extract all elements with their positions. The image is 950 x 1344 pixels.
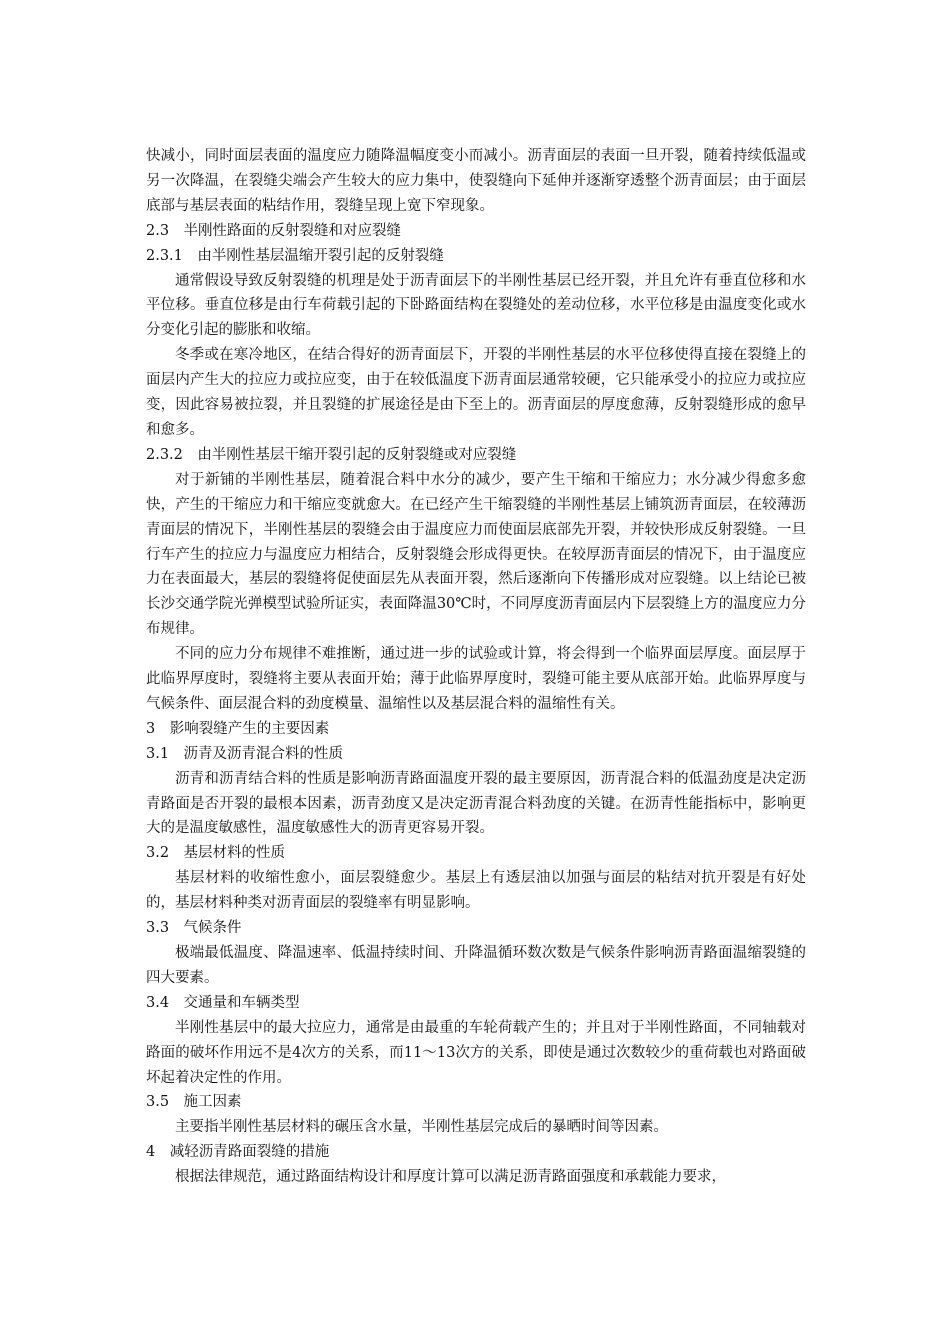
paragraph: 半刚性基层中的最大拉应力，通常是由最重的车轮荷载产生的；并且对于半刚性路面，不同轴载对路面的破坏作用远不是4次方的关系，而11～13次方的关系，即使是通过次数较少的重荷载也对路面破坏起着决定性的作用。	[146, 1019, 806, 1086]
subsection-heading: 2.3.1 由半刚性基层温缩开裂引起的反射裂缝	[146, 247, 444, 264]
paragraph: 快减小，同时面层表面的温度应力随降温幅度变小而减小。沥青面层的表面一旦开裂，随着持续低温或另一次降温，在裂缝尖端会产生较大的应力集中，使裂缝向下延伸并逐渐穿透整个沥青面层；由于面层底部与基层表面的粘结作用，裂缝呈现上宽下窄现象。	[146, 148, 806, 214]
section-heading: 3 影响裂缝产生的主要因素	[146, 720, 330, 737]
subsection-heading: 3.1 沥青及沥青混合料的性质	[146, 745, 344, 762]
paragraph: 冬季或在寒冷地区，在结合得好的沥青面层下，开裂的半刚性基层的水平位移使得直接在裂缝上的面层内产生大的拉应力或拉应变，由于在较低温度下沥青面层通常较硬，它只能承受小的拉应力或拉应变，因此容易被拉裂，并且裂缝的扩展途径是由下至上的。沥青面层的厚度愈薄，反射裂缝形成的愈早和愈多。	[146, 347, 806, 438]
paragraph: 极端最低温度、降温速率、低温持续时间、升降温循环数次数是气候条件影响沥青路面温缩裂缝的四大要素。	[146, 945, 806, 986]
paragraph: 沥青和沥青结合料的性质是影响沥青路面温度开裂的最主要原因，沥青混合料的低温劲度是决定沥青路面是否开裂的最根本因素，沥青劲度又是决定沥青混合料劲度的关键。在沥青性能指标中，影响更大的是温度敏感性，温度敏感性大的沥青更容易开裂。	[146, 770, 806, 837]
subsection-heading: 3.3 气候条件	[146, 920, 242, 937]
paragraph: 主要指半刚性基层材料的碾压含水量，半刚性基层完成后的暴晒时间等因素。	[175, 1119, 668, 1136]
subsection-heading: 2.3.2 由半刚性基层干缩开裂引起的反射裂缝或对应裂缝	[146, 446, 517, 463]
subsection-heading: 3.5 施工因素	[146, 1094, 242, 1111]
section-heading: 2.3 半刚性路面的反射裂缝和对应裂缝	[146, 222, 402, 239]
paragraph: 通常假设导致反射裂缝的机理是处于沥青面层下的半刚性基层已经开裂，并且允许有垂直位移和水平位移。垂直位移是由行车荷载引起的下卧路面结构在裂缝处的差动位移，水平位移是由温度变化或水分变化引起的膨胀和收缩。	[146, 272, 806, 339]
section-heading: 4 减轻沥青路面裂缝的措施	[146, 1144, 330, 1161]
paragraph: 基层材料的收缩性愈小，面层裂缝愈少。基层上有透层油以加强与面层的粘结对抗开裂是有好处的，基层材料种类对沥青面层的裂缝率有明显影响。	[146, 870, 806, 912]
document-body	[146, 144, 806, 1190]
subsection-heading: 3.2 基层材料的性质	[146, 845, 286, 862]
subsection-heading: 3.4 交通量和车辆类型	[146, 994, 300, 1011]
paragraph: 根据法律规范，通过路面结构设计和厚度计算可以满足沥青路面强度和承载能力要求，	[175, 1169, 726, 1186]
paragraph: 对于新铺的半刚性基层，随着混合料中水分的减少，要产生干缩和干缩应力；水分减少得愈多愈快，产生的干缩应力和干缩应变就愈大。在已经产生干缩裂缝的半刚性基层上铺筑沥青面层，在较薄沥青面层的情况下，半刚性基层的裂缝会由于温度应力而使面层底部先开裂，并较快形成反射裂缝。一旦行车产生的拉应力与温度应力相结合，反射裂缝会形成得更快。在较厚沥青面层的情况下，由于温度应力在表面最大，基层的裂缝将促使面层先从表面开裂，然后逐渐向下传播形成对应裂缝。以上结论已被长沙交通学院光弹模型试验所证实，表面降温30℃时，不同厚度沥青面层内下层裂缝上方的温度应力分布规律。	[146, 471, 806, 638]
paragraph: 不同的应力分布规律不难推断，通过进一步的试验或计算，将会得到一个临界面层厚度。面层厚于此临界厚度时，裂缝将主要从表面开始；薄于此临界厚度时，裂缝可能主要从底部开始。此临界厚度与气候条件、面层混合料的劲度模量、温缩性以及基层混合料的温缩性有关。	[146, 646, 806, 712]
